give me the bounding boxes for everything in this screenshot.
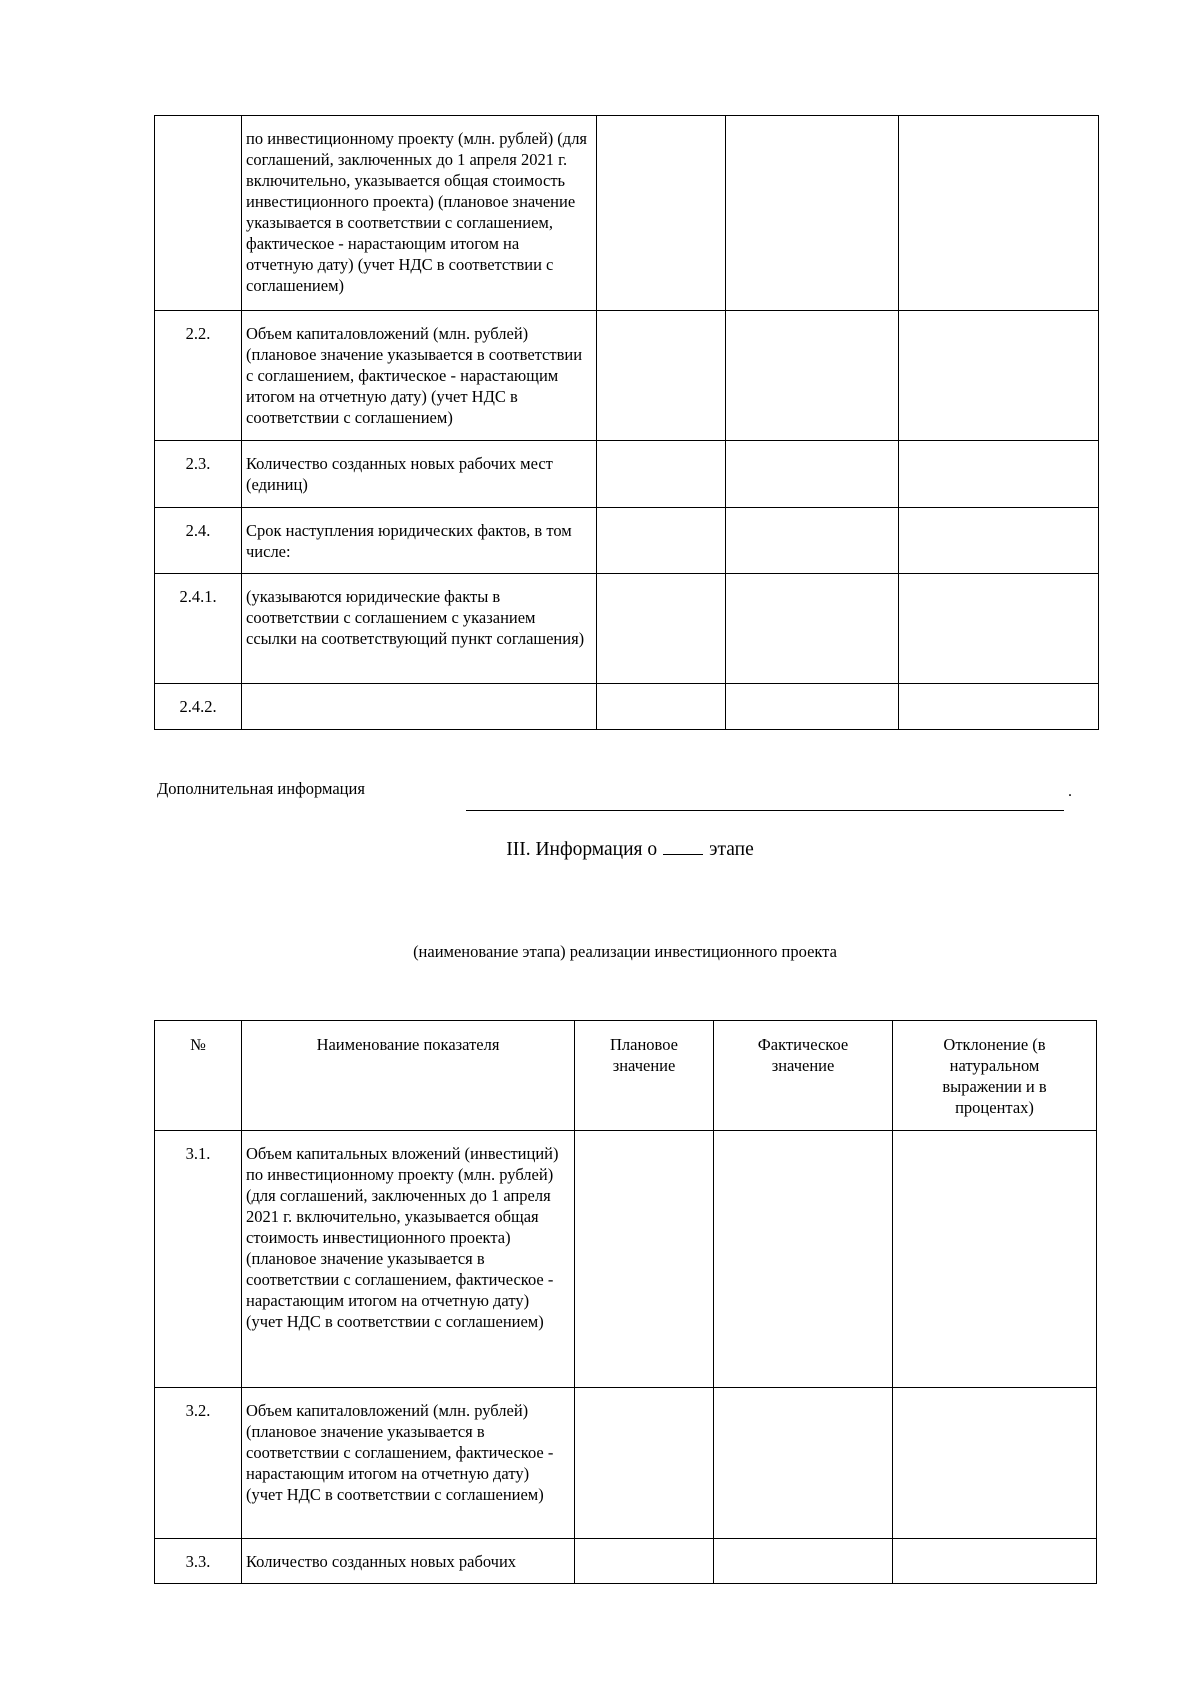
indicator-name: Объем капиталовложений (млн. рублей) (плановое значение указывается в соответствии с соглашением, фактическое - нарастающим итогом на отчетную дату) (учет НДС в соответствии с соглашением) bbox=[242, 311, 597, 441]
deviation-cell[interactable] bbox=[899, 116, 1099, 311]
row-number: 2.4.2. bbox=[155, 684, 242, 730]
planned-value-cell[interactable] bbox=[575, 1388, 714, 1539]
planned-value-cell[interactable] bbox=[597, 441, 726, 508]
header-number: № bbox=[155, 1021, 242, 1131]
deviation-cell[interactable] bbox=[893, 1131, 1097, 1388]
table-row bbox=[155, 311, 1099, 441]
deviation-cell[interactable] bbox=[893, 1539, 1097, 1584]
deviation-cell[interactable] bbox=[899, 441, 1099, 508]
table-header-row bbox=[155, 1021, 1097, 1131]
indicator-name: Количество созданных новых рабочих мест (единиц) bbox=[242, 441, 597, 508]
planned-value-cell[interactable] bbox=[597, 574, 726, 684]
actual-value-cell[interactable] bbox=[714, 1131, 893, 1388]
planned-value-cell[interactable] bbox=[597, 116, 726, 311]
indicator-name: Объем капитальных вложений (инвестиций) по инвестиционному проекту (млн. рублей) (для соглашений, заключенных до 1 апреля 2021 г. включительно, указывается общая стоимость инвестиционного проекта) (плановое значение указывается в соответствии с соглашением, фактическое - нарастающим итогом на отчетную дату) (учет НДС в соответствии с соглашением) bbox=[242, 1131, 575, 1388]
table-row bbox=[155, 1539, 1097, 1584]
actual-value-cell[interactable] bbox=[726, 441, 899, 508]
indicator-name: (указываются юридические факты в соответствии с соглашением с указанием ссылки на соответствующий пункт соглашения) bbox=[242, 574, 597, 684]
row-number: 2.3. bbox=[155, 441, 242, 508]
indicators-table-section-2 bbox=[154, 115, 1099, 730]
actual-value-cell[interactable] bbox=[726, 311, 899, 441]
deviation-cell[interactable] bbox=[893, 1388, 1097, 1539]
row-number: 3.3. bbox=[155, 1539, 242, 1584]
section-3-title-end: этапе bbox=[709, 839, 754, 860]
row-number: 2.4.1. bbox=[155, 574, 242, 684]
row-number: 2.2. bbox=[155, 311, 242, 441]
indicators-table-section-3 bbox=[154, 1020, 1097, 1584]
indicator-name: по инвестиционному проекту (млн. рублей) (для соглашений, заключенных до 1 апреля 2021 г. включительно, указывается общая стоимость инвестиционного проекта) (плановое значение указывается в соответствии с соглашением, фактическое - нарастающим итогом на отчетную дату) (учет НДС в соответствии с соглашением) bbox=[242, 116, 597, 311]
actual-value-cell[interactable] bbox=[726, 684, 899, 730]
header-deviation: Отклонение (в натуральном выражении и в процентах) bbox=[893, 1021, 1097, 1131]
planned-value-cell[interactable] bbox=[597, 508, 726, 574]
table-row bbox=[155, 1131, 1097, 1388]
deviation-cell[interactable] bbox=[899, 311, 1099, 441]
header-actual-value: Фактическое значение bbox=[714, 1021, 893, 1131]
planned-value-cell[interactable] bbox=[597, 684, 726, 730]
actual-value-cell[interactable] bbox=[726, 116, 899, 311]
indicator-name: Количество созданных новых рабочих bbox=[242, 1539, 575, 1584]
row-number: 3.2. bbox=[155, 1388, 242, 1539]
indicator-name: Срок наступления юридических фактов, в том числе: bbox=[242, 508, 597, 574]
additional-info-field-line[interactable] bbox=[466, 810, 1064, 811]
actual-value-cell[interactable] bbox=[726, 508, 899, 574]
row-number bbox=[155, 116, 242, 311]
deviation-cell[interactable] bbox=[899, 508, 1099, 574]
table-row bbox=[155, 574, 1099, 684]
table-row bbox=[155, 1388, 1097, 1539]
section-3-title-start: III. Информация о bbox=[506, 839, 658, 860]
planned-value-cell[interactable] bbox=[575, 1539, 714, 1584]
row-number: 2.4. bbox=[155, 508, 242, 574]
planned-value-cell[interactable] bbox=[597, 311, 726, 441]
table-row bbox=[155, 116, 1099, 311]
indicator-name bbox=[242, 684, 597, 730]
table-row bbox=[155, 684, 1099, 730]
table-row bbox=[155, 508, 1099, 574]
planned-value-cell[interactable] bbox=[575, 1131, 714, 1388]
actual-value-cell[interactable] bbox=[714, 1388, 893, 1539]
table-row bbox=[155, 441, 1099, 508]
deviation-cell[interactable] bbox=[899, 684, 1099, 730]
additional-info-end-mark: . bbox=[1068, 783, 1072, 800]
row-number: 3.1. bbox=[155, 1131, 242, 1388]
stage-name-caption: (наименование этапа) реализации инвестиционного проекта bbox=[413, 942, 837, 961]
stage-number-blank[interactable] bbox=[663, 853, 703, 855]
actual-value-cell[interactable] bbox=[726, 574, 899, 684]
section-3-title bbox=[0, 839, 1200, 861]
header-indicator-name: Наименование показателя bbox=[242, 1021, 575, 1131]
header-planned-value: Плановое значение bbox=[575, 1021, 714, 1131]
additional-info-label: Дополнительная информация bbox=[157, 779, 365, 798]
deviation-cell[interactable] bbox=[899, 574, 1099, 684]
actual-value-cell[interactable] bbox=[714, 1539, 893, 1584]
indicator-name: Объем капиталовложений (млн. рублей) (плановое значение указывается в соответствии с соглашением, фактическое - нарастающим итогом на отчетную дату) (учет НДС в соответствии с соглашением) bbox=[242, 1388, 575, 1539]
